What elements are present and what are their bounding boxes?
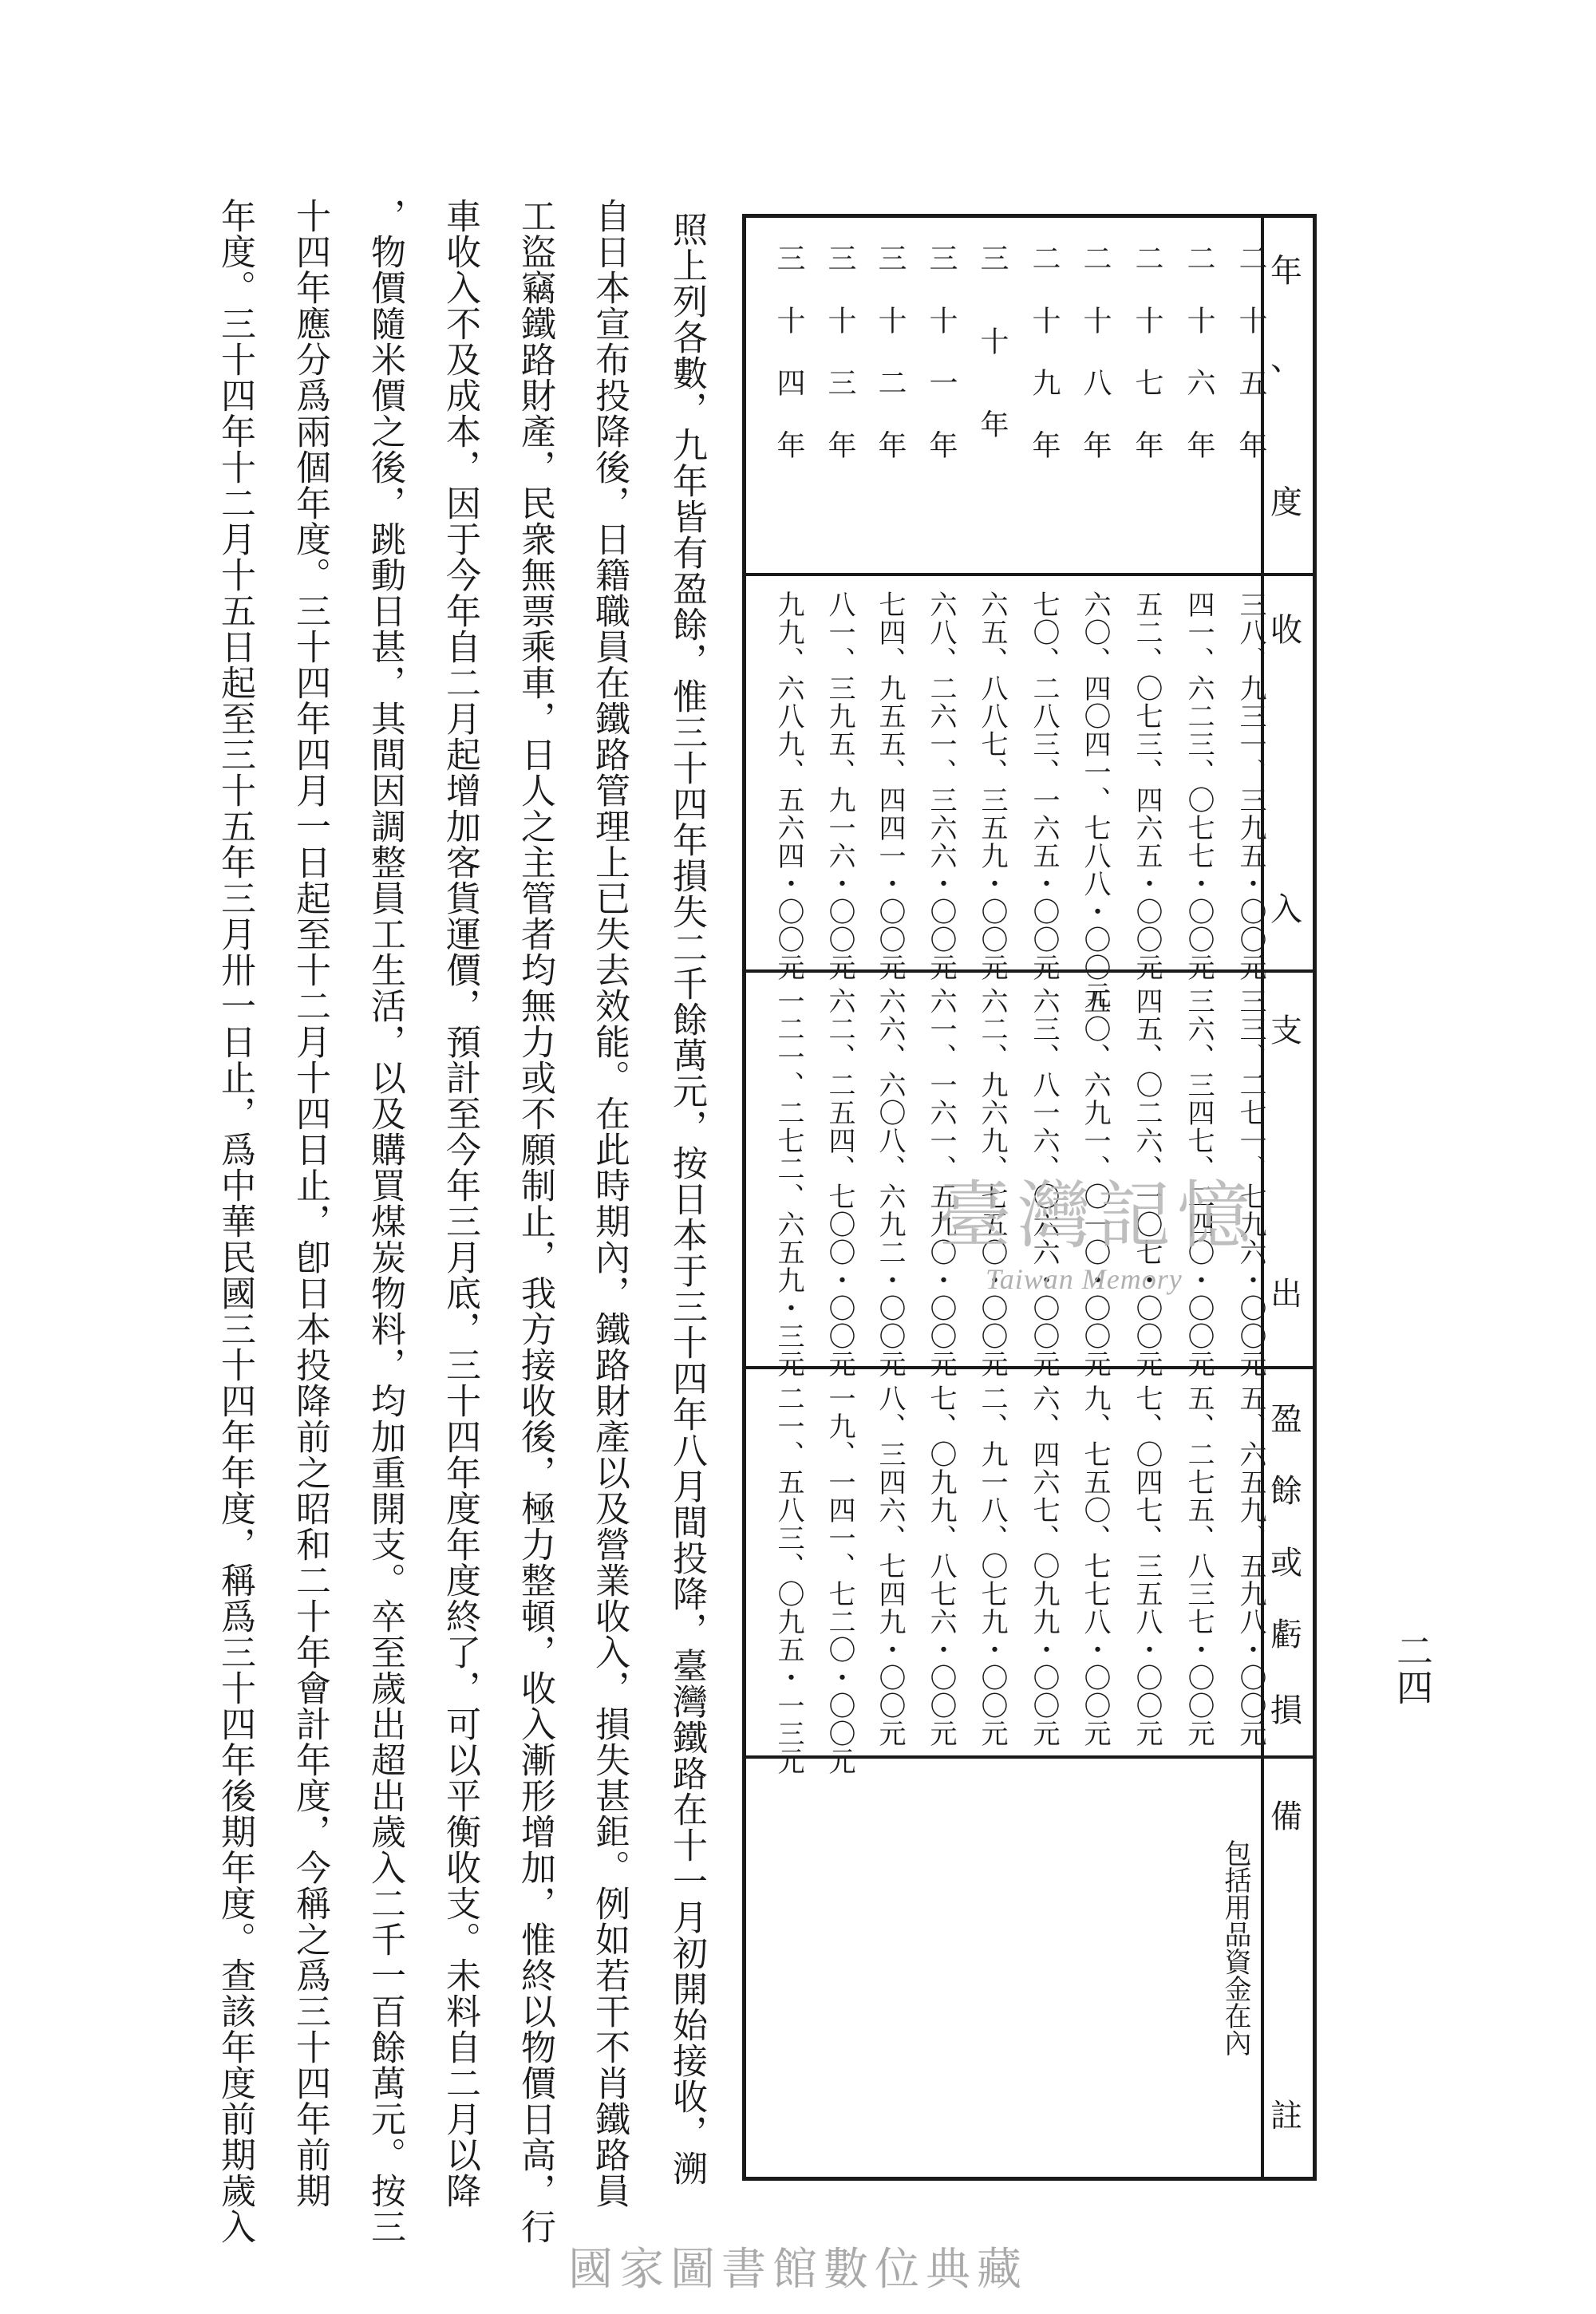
row-1-year: 二十五年 [1235,243,1267,492]
row-1-income: 三八、九三一、三九五・〇〇元 [1235,590,1266,981]
header-surplus: 盈 餘 或 虧 損 [1270,1401,1302,1729]
prose-column-6: 十四年應分爲兩個年度。三十四年四月一日起至十二月十四日止，卽日本投降前之昭和二十年會計年度，今稱之爲三十四年前期 [290,198,330,2209]
row-divider-year [742,573,1317,576]
row-3-year: 二十七年 [1131,243,1163,492]
prose-column-2: 自日本宣布投降後，日籍職員在鐵路管理上已失去效能。在此時期內，鐵路財產以及營業收入，損失甚鉅。例如若干不肖鐵路員 [589,198,630,2209]
row-7-year: 三十一年 [925,243,958,492]
row-2-year: 二十六年 [1183,243,1215,492]
row-4-surplus: 九、七五〇、七七八・〇〇元 [1079,1384,1111,1747]
row-6-income: 六五、八八七、三五九・〇〇元 [976,590,1008,981]
header-income: 收 入 [1270,612,1302,928]
row-1-remark: 包括用品資金在內 [1219,1839,1251,2056]
prose-column-4: 車收入不及成本，因于今年自二月起增加客貨運價，預計至今年三月底，三十四年度年度終了，可以平衡收支。未料自二月以降 [440,198,480,2209]
row-5-surplus: 六、四六七、〇九九・〇〇元 [1028,1384,1060,1747]
row-4-income: 六〇、四〇四一、七八八・〇〇元 [1079,590,1111,1009]
row-5-income: 七〇、二八三、一六五・〇〇元 [1028,590,1060,981]
row-10-income: 九九、六八九、五六四・〇〇元 [772,590,804,981]
watermark-logo: 臺灣記憶 [938,1173,1258,1258]
prose-column-3: 工盜竊鐵路財產，民衆無票乘車，日人之主管者均無力或不願制止，我方接收後，極力整頓，收入漸形增加，惟終以物價日高，行 [515,198,555,2245]
row-2-surplus: 五、二七五、八三七・〇〇元 [1183,1384,1215,1747]
row-9-year: 三十三年 [824,243,856,492]
row-9-income: 八一、三九五、九一六・〇〇元 [824,590,855,981]
row-8-surplus: 八、三四六、七四九・〇〇元 [874,1384,906,1747]
row-3-expense: 四五、〇二六、一〇七・〇〇元 [1131,987,1163,1378]
row-2-income: 四一、六二三、〇七七・〇〇元 [1183,590,1215,981]
prose-column-5: ，物價隨米價之後，跳動日甚，其間因調整員工生活，以及購買煤炭物料，均加重開支。卒至歲出超出歲入二千一百餘萬元。按三 [365,198,405,2245]
header-remarks: 備 註 [1270,1799,1302,2134]
header-year: 年 、 度 [1270,253,1302,521]
row-2-expense: 三六、三四七、二四〇・〇〇元 [1183,987,1215,1378]
row-10-year: 三十四年 [772,243,805,492]
row-3-surplus: 七、〇四七、三五八・〇〇元 [1131,1384,1163,1747]
row-9-surplus: 一九、一四一、七二〇・〇〇元 [824,1384,855,1775]
row-6-surplus: 二、九一八、〇七九・〇〇元 [976,1384,1008,1747]
row-1-expense: 三三、二七一、七九六・〇〇元 [1235,987,1266,1378]
watermark-logo-en: Taiwan Memory [986,1263,1183,1295]
row-5-expense: 六三、八一六、〇六六・〇〇元 [1028,987,1060,1378]
row-9-expense: 六二、二五四、七〇〇・〇〇元 [824,987,855,1378]
row-6-year: 三十年 [976,243,1009,492]
page-number: 二四 [1391,1632,1434,1705]
row-6-expense: 六二、九六九、七五〇・〇〇元 [976,987,1008,1378]
footer-archive-credit: 國家圖書館數位典藏 [568,2244,1028,2296]
header-expense: 支 出 [1270,1013,1302,1313]
row-7-income: 六八、二六一、三六六・〇〇元 [925,590,957,981]
row-5-year: 二十九年 [1028,243,1061,492]
row-7-surplus: 七、〇九九、八七六・〇〇元 [925,1384,957,1747]
prose-column-1: 照上列各數，九年皆有盈餘，惟三十四年損失二千餘萬元，按日本于三十四年八月間投降，臺灣鐵路在十一月初開始接收，溯 [666,211,707,2186]
row-8-year: 三十二年 [874,243,907,492]
row-4-expense: 五〇、六九一、〇一〇・〇〇元 [1079,987,1111,1378]
row-7-expense: 六一、一六一、五九〇・〇〇元 [925,987,957,1378]
row-3-income: 五二、〇七三、四六五・〇〇元 [1131,590,1163,981]
row-8-expense: 六六、六〇八、六九二・〇〇元 [874,987,906,1378]
row-10-expense: 一二一、二七二、六五九・三元 [772,987,804,1378]
row-1-surplus: 五、六五九、五九八・〇〇元 [1235,1384,1266,1747]
row-10-surplus: 二一、五八三、〇九五・一三元 [772,1384,804,1775]
prose-column-7: 年度。三十四年十二月十五日起至三十五年三月卅一日止，爲中華民國三十四年年度，稱爲三十四年後期年度。查該年度前期歲入 [215,198,255,2245]
row-4-year: 二十八年 [1079,243,1112,492]
row-8-income: 七四、九五五、四四一・〇〇元 [874,590,906,981]
